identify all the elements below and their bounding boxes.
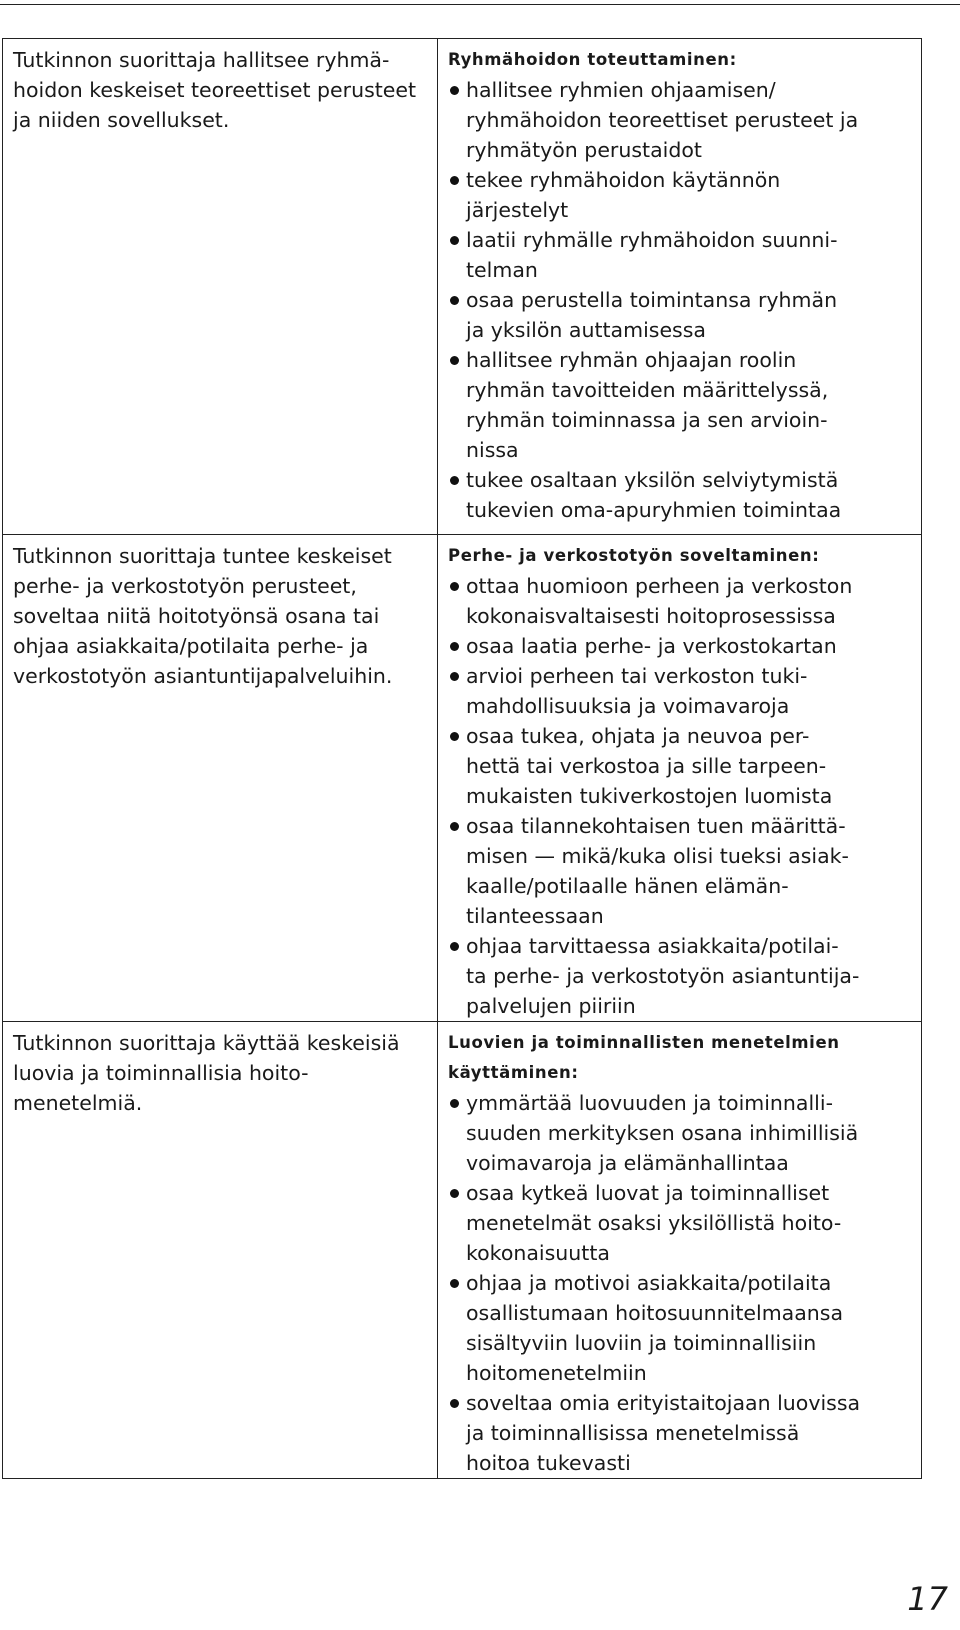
- list-item-line: ohjaa ja motivoi asiakkaita/potilaita: [466, 1271, 832, 1295]
- goal-line: menetelmiä.: [13, 1091, 143, 1115]
- list-item-line: soveltaa omia erityistaitojaan luovissa: [466, 1391, 861, 1415]
- list-item-line: osaa tilannekohtaisen tuen määrittä-: [466, 814, 846, 838]
- competency-table: [2, 38, 922, 1479]
- list-item-line: nissa: [466, 438, 519, 462]
- list-item-line: ryhmän tavoitteiden määrittelyssä,: [466, 378, 829, 402]
- list-item: [448, 631, 911, 661]
- criteria-list: [448, 75, 911, 525]
- table-row: [3, 39, 922, 535]
- goal-cell: [3, 1022, 438, 1479]
- list-item-line: ryhmätyön perustaidot: [466, 138, 702, 162]
- list-item-line: tukee osaltaan yksilön selviytymistä: [466, 468, 839, 492]
- goal-line: Tutkinnon suorittaja käyttää keskeisiä: [13, 1031, 400, 1055]
- criteria-cell: [438, 535, 922, 1022]
- goal-line: ja niiden sovellukset.: [13, 108, 230, 132]
- list-item-line: hoitomenetelmiin: [466, 1361, 647, 1385]
- list-item-line: ryhmän toiminnassa ja sen arvioin-: [466, 408, 828, 432]
- list-item-line: hettä tai verkostoa ja sille tarpeen-: [466, 754, 827, 778]
- list-item: [448, 1088, 911, 1178]
- list-item: [448, 1388, 911, 1478]
- section-title: [448, 541, 911, 571]
- section-title-line: Perhe- ja verkostotyön soveltaminen:: [448, 546, 820, 565]
- list-item-line: järjestelyt: [466, 198, 569, 222]
- list-item-line: tukevien oma-apuryhmien toimintaa: [466, 498, 842, 522]
- goal-line: Tutkinnon suorittaja tuntee keskeiset: [13, 544, 392, 568]
- goal-text: [3, 535, 437, 691]
- list-item-line: osaa tukea, ohjata ja neuvoa per-: [466, 724, 810, 748]
- list-item-line: hoitoa tukevasti: [466, 1451, 631, 1475]
- list-item-line: tekee ryhmähoidon käytännön: [466, 168, 781, 192]
- table-row: [3, 1022, 922, 1479]
- section-title-line: Ryhmähoidon toteuttaminen:: [448, 50, 737, 69]
- list-item-line: tilanteessaan: [466, 904, 604, 928]
- list-item-line: telman: [466, 258, 538, 282]
- criteria-list: [448, 571, 911, 1021]
- section-title: [448, 1028, 911, 1088]
- list-item: [448, 75, 911, 165]
- section-title-line: käyttäminen:: [448, 1063, 579, 1082]
- list-item-line: ryhmähoidon teoreettiset perusteet ja: [466, 108, 859, 132]
- list-item-line: osaa kytkeä luovat ja toiminnalliset: [466, 1181, 830, 1205]
- list-item-line: mahdollisuuksia ja voimavaroja: [466, 694, 790, 718]
- list-item-line: hallitsee ryhmän ohjaajan roolin: [466, 348, 797, 372]
- list-item-line: palvelujen piiriin: [466, 994, 636, 1018]
- goal-line: luovia ja toiminnallisia hoito-: [13, 1061, 309, 1085]
- list-item: [448, 1268, 911, 1388]
- list-item-line: mukaisten tukiverkostojen luomista: [466, 784, 833, 808]
- list-item: [448, 721, 911, 811]
- list-item-line: ta perhe- ja verkostotyön asiantuntija-: [466, 964, 860, 988]
- list-item: [448, 571, 911, 631]
- list-item-line: sisältyviin luoviin ja toiminnallisiin: [466, 1331, 817, 1355]
- list-item: [448, 931, 911, 1021]
- list-item-line: arvioi perheen tai verkoston tuki-: [466, 664, 808, 688]
- list-item-line: hallitsee ryhmien ohjaamisen/: [466, 78, 776, 102]
- list-item-line: kokonaisvaltaisesti hoitoprosessissa: [466, 604, 836, 628]
- goal-line: soveltaa niitä hoitotyönsä osana tai: [13, 604, 380, 628]
- list-item-line: osallistumaan hoitosuunnitelmaansa: [466, 1301, 844, 1325]
- criteria-cell: [438, 39, 922, 535]
- list-item-line: ja yksilön auttamisessa: [466, 318, 706, 342]
- goal-text: [3, 1022, 437, 1118]
- goal-line: Tutkinnon suorittaja hallitsee ryhmä-: [13, 48, 390, 72]
- list-item-line: laatii ryhmälle ryhmähoidon suunni-: [466, 228, 838, 252]
- list-item-line: ja toiminnallisissa menetelmissä: [466, 1421, 800, 1445]
- goal-cell: [3, 535, 438, 1022]
- criteria-list: [448, 1088, 911, 1478]
- list-item-line: ohjaa tarvittaessa asiakkaita/potilai-: [466, 934, 839, 958]
- list-item: [448, 661, 911, 721]
- list-item-line: ymmärtää luovuuden ja toiminnalli-: [466, 1091, 833, 1115]
- list-item-line: kaalle/potilaalle hänen elämän-: [466, 874, 789, 898]
- list-item: [448, 345, 911, 465]
- goal-line: ohjaa asiakkaita/potilaita perhe- ja: [13, 634, 369, 658]
- goal-line: verkostotyön asiantuntijapalveluihin.: [13, 664, 393, 688]
- table-row: [3, 535, 922, 1022]
- list-item: [448, 1178, 911, 1268]
- section-title: [448, 45, 911, 75]
- list-item: [448, 285, 911, 345]
- section-title-line: Luovien ja toiminnallisten menetelmien: [448, 1033, 840, 1052]
- list-item-line: menetelmät osaksi yksilöllistä hoito-: [466, 1211, 842, 1235]
- goal-line: hoidon keskeiset teoreettiset perusteet: [13, 78, 417, 102]
- list-item-line: kokonaisuutta: [466, 1241, 610, 1265]
- list-item-line: misen — mikä/kuka olisi tueksi asiak-: [466, 844, 849, 868]
- list-item: [448, 225, 911, 285]
- criteria-cell: [438, 1022, 922, 1479]
- goal-line: perhe- ja verkostotyön perusteet,: [13, 574, 357, 598]
- goal-cell: [3, 39, 438, 535]
- list-item-line: suuden merkityksen osana inhimillisiä: [466, 1121, 859, 1145]
- list-item-line: ottaa huomioon perheen ja verkoston: [466, 574, 853, 598]
- top-rule: [0, 4, 960, 5]
- list-item: [448, 165, 911, 225]
- list-item-line: osaa perustella toimintansa ryhmän: [466, 288, 838, 312]
- list-item-line: voimavaroja ja elämänhallintaa: [466, 1151, 789, 1175]
- page-number: 17: [907, 1580, 948, 1618]
- goal-text: [3, 39, 437, 135]
- list-item: [448, 811, 911, 931]
- list-item-line: osaa laatia perhe- ja verkostokartan: [466, 634, 837, 658]
- list-item: [448, 465, 911, 525]
